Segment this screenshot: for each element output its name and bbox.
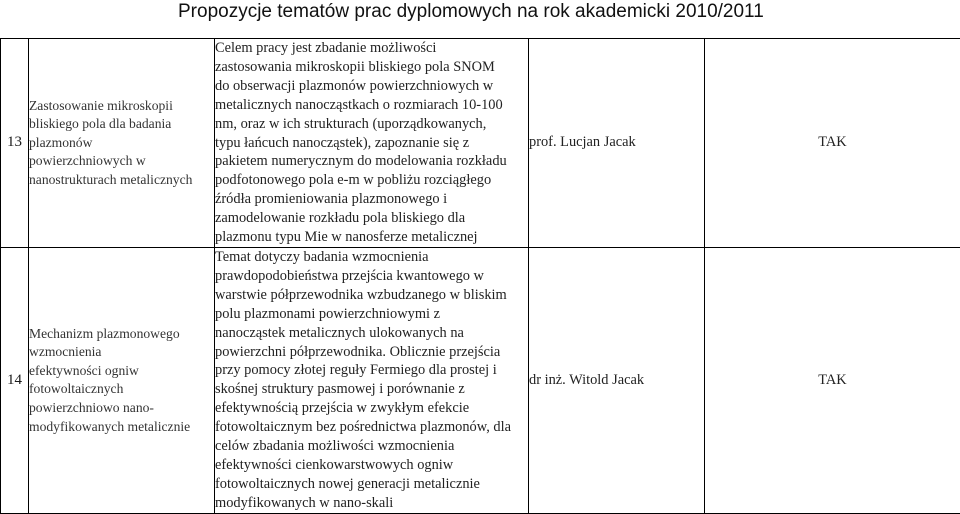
description-line: prawdopodobieństwa przejścia kwantowego w	[215, 267, 528, 286]
availability: TAK	[705, 247, 960, 513]
topic-title-line: plazmonów	[29, 134, 214, 153]
description-line: modyfikowanych w nano-skali	[215, 494, 528, 513]
topics-table	[0, 38, 960, 514]
description-line: podfotonowego pola e-m w pobliżu rozciągłego	[215, 171, 528, 190]
supervisor: prof. Lucjan Jacak	[529, 39, 705, 248]
topic-title-line: modyfikowanych metalicznie	[29, 418, 214, 437]
topic-title	[29, 39, 215, 248]
description-line: przy pomocy złotej reguły Fermiego dla prostej i	[215, 361, 528, 380]
description-line: warstwie półprzewodnika wzbudzanego w bliskim	[215, 286, 528, 305]
description-line: typu łańcuch nanocząstek), zapoznanie się z	[215, 134, 528, 153]
topic-title-line: powierzchniowo nano-	[29, 399, 214, 418]
topic-title-line: fotowoltaicznych	[29, 380, 214, 399]
availability: TAK	[705, 39, 960, 248]
topic-title-line: wzmocnienia	[29, 343, 214, 362]
description-line: plazmonu typu Mie w nanosferze metalicznej	[215, 228, 528, 247]
description-line: do obserwacji plazmonów powierzchniowych w	[215, 77, 528, 96]
topic-title-line: bliskiego pola dla badania	[29, 115, 214, 134]
description-line: zamodelowanie rozkładu pola bliskiego dla	[215, 209, 528, 228]
description-line: efektywności cienkowarstwowych ogniw	[215, 456, 528, 475]
description-line: efektywnością przejścia w zwykłym efekcie	[215, 399, 528, 418]
topic-title-line: Zastosowanie mikroskopii	[29, 97, 214, 116]
description-line: metalicznych nanocząstkach o rozmiarach 10-100	[215, 96, 528, 115]
description-line: fotowoltaicznym bez pośrednictwa plazmonów, dla	[215, 418, 528, 437]
table-row	[1, 247, 960, 513]
description-line: fotowoltaicznych nowej generacji metalicznie	[215, 475, 528, 494]
topic-title-line: efektywności ogniw	[29, 362, 214, 381]
topic-title-line: Mechanizm plazmonowego	[29, 325, 214, 344]
description-line: skośnej struktury pasmowej i porównanie z	[215, 380, 528, 399]
row-number: 13	[1, 39, 29, 248]
supervisor: dr inż. Witold Jacak	[529, 247, 705, 513]
description-line: źródła promieniowania plazmonowego i	[215, 190, 528, 209]
description-line: nm, oraz w ich strukturach (uporządkowanych,	[215, 115, 528, 134]
description-line: nanocząstek metalicznych ulokowanych na	[215, 324, 528, 343]
topic-description	[215, 247, 529, 513]
description-line: Temat dotyczy badania wzmocnienia	[215, 248, 528, 267]
description-line: celów zbadania możliwości wzmocnienia	[215, 437, 528, 456]
page-title: Propozycje tematów prac dyplomowych na rok akademicki 2010/2011	[178, 0, 798, 24]
description-line: Celem pracy jest zbadanie możliwości	[215, 39, 528, 58]
description-line: polu plazmonami powierzchniowymi z	[215, 305, 528, 324]
description-line: zastosowania mikroskopii bliskiego pola SNOM	[215, 58, 528, 77]
description-line: pakietem numerycznym do modelowania rozkładu	[215, 152, 528, 171]
table-row	[1, 39, 960, 248]
row-number: 14	[1, 247, 29, 513]
topic-title	[29, 247, 215, 513]
description-line: powierzchni półprzewodnika. Oblicznie przejścia	[215, 343, 528, 362]
topic-title-line: nanostrukturach metalicznych	[29, 171, 214, 190]
topic-title-line: powierzchniowych w	[29, 152, 214, 171]
topic-description	[215, 39, 529, 248]
